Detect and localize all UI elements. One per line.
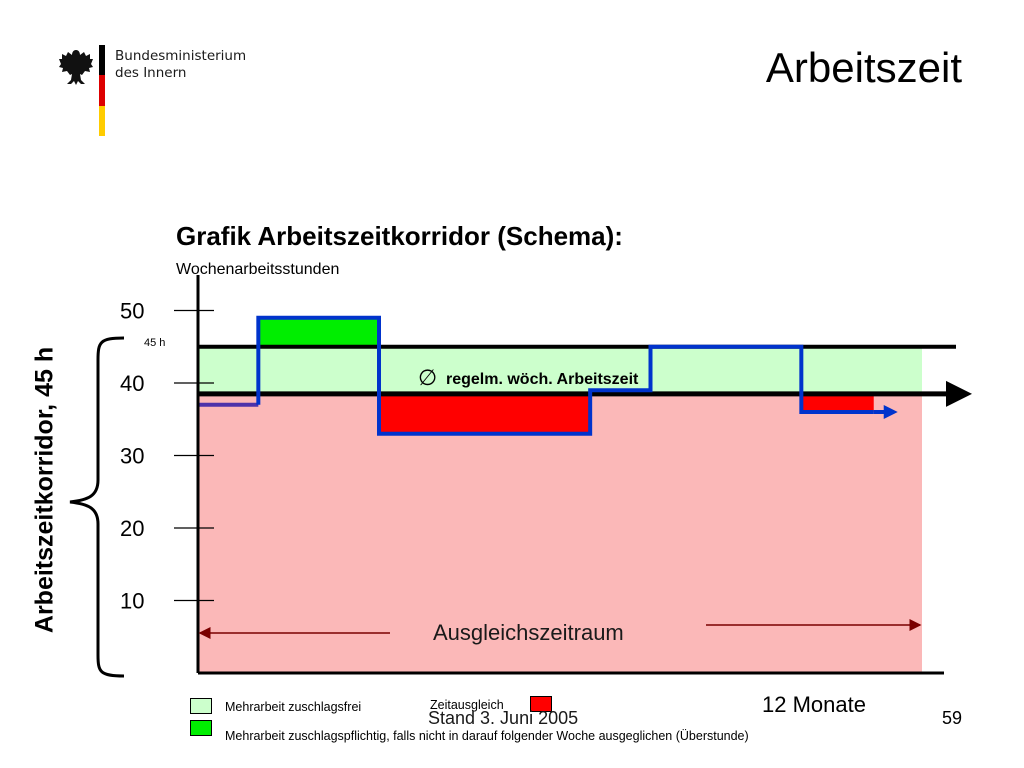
footer-date: Stand 3. Juni 2005 bbox=[428, 708, 579, 728]
y-tick-label-40: 40 bbox=[120, 371, 145, 396]
compensation-block-2 bbox=[379, 394, 590, 434]
regular-hours-label: regelm. wöch. Arbeitszeit bbox=[446, 370, 639, 388]
corridor-brace bbox=[70, 338, 124, 676]
legend-label-surcharge: Mehrarbeit zuschlagspflichtig, falls nicht in darauf folgender Woche ausgeglichen (Überstunde) bbox=[225, 729, 749, 743]
legend-label-compensation: Zeitausgleich bbox=[430, 698, 504, 712]
corridor-side-label: Arbeitszeitkorridor, 45 h bbox=[30, 346, 59, 634]
y-tick-label-50: 50 bbox=[120, 298, 145, 324]
regular-symbol: ∅ bbox=[418, 364, 438, 390]
legend-label-free: Mehrarbeit zuschlagsfrei bbox=[225, 700, 362, 714]
corridor-max-label: 45 h bbox=[144, 336, 166, 349]
slide-title: Arbeitszeit bbox=[765, 44, 962, 91]
y-tick-label-20: 20 bbox=[120, 516, 145, 541]
compensation-block-5 bbox=[801, 394, 873, 412]
regular-hours-arrowhead bbox=[946, 381, 972, 407]
y-tick-label-10: 10 bbox=[120, 588, 145, 614]
legend-swatch-surcharge bbox=[190, 720, 212, 736]
surcharge-block-1 bbox=[258, 318, 379, 347]
y-axis-label: Wochenarbeitsstunden bbox=[176, 261, 340, 278]
period-label: Ausgleichszeitraum bbox=[433, 620, 624, 645]
page-number: 59 bbox=[941, 708, 962, 728]
chart-title: Grafik Arbeitszeitkorridor (Schema): bbox=[176, 221, 623, 251]
legend-swatch-free bbox=[190, 698, 212, 714]
y-tick-label-30: 30 bbox=[120, 443, 145, 469]
x-axis-label: 12 Monate bbox=[762, 692, 866, 717]
logo-line-1: Bundesministerium bbox=[115, 48, 247, 64]
logo-line-2: des Innern bbox=[115, 65, 187, 81]
